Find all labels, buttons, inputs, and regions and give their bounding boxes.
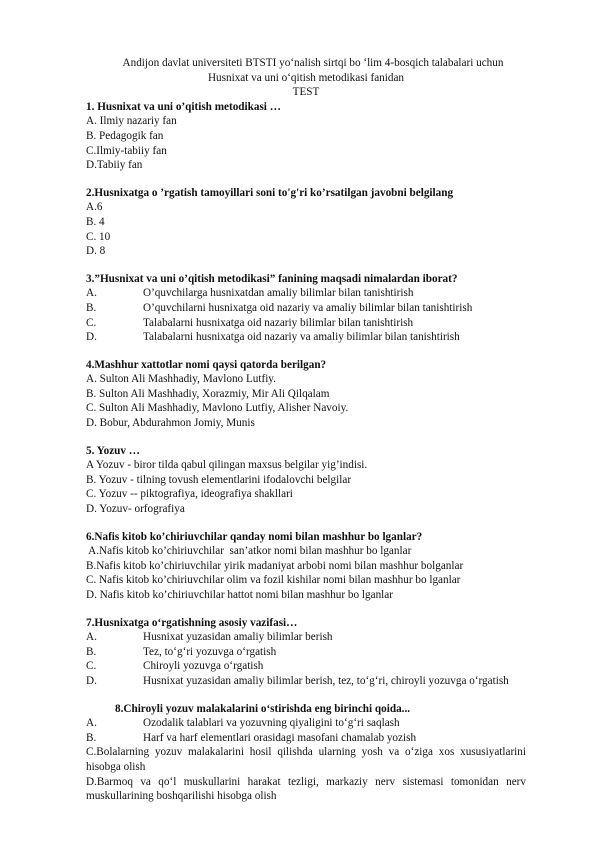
question-1-title: 1. Husnixat va uni o’qitish metodikasi …	[86, 100, 281, 113]
question-4	[86, 358, 526, 431]
question-2-option-b: B. 4	[86, 215, 105, 228]
option-text: Harf va harf elementlari orasidagi masofani chamalab yozish	[143, 731, 417, 744]
option-key: C.	[86, 660, 97, 673]
option-key: D.	[86, 331, 97, 344]
option-text: O’quvchilarni husnixatga oid nazariy va amaliy bilimlar bilan tanishtirish	[143, 301, 473, 314]
option-key: A.	[86, 717, 97, 730]
question-7-title: 7.Husnixatga o‘rgatishning asosiy vazifasi…	[86, 616, 298, 629]
option-text: Husnixat yuzasidan amaliy bilimlar berish, tez, to‘g‘ri, chiroyli yozuvga o‘rgatish	[143, 674, 509, 687]
question-5	[86, 444, 526, 517]
option-text: Talabalarni husnixatga oid nazariy bilimlar bilan tanishtirish	[143, 316, 414, 329]
question-5-option-c: C. Yozuv -- piktografiya, ideografiya shakllari	[86, 488, 293, 501]
option-key: B.	[86, 731, 97, 744]
question-8-option-b	[86, 731, 526, 746]
option-text: Talabalarni husnixatga oid nazariy va amaliy bilimlar bilan tanishtirish	[143, 331, 460, 344]
question-6-option-c: C. Nafis kitob ko’chiriuvchilar olim va fozil kishilar nomi bilan mashhur bo lganlar	[86, 574, 461, 587]
test-document	[86, 56, 526, 804]
option-key: B.	[86, 645, 97, 658]
question-2-option-a: A.6	[86, 201, 103, 214]
question-8-option-c: C.Bolalarning yozuv malakalarini hosil qilishda ularning yosh va o‘ziga xos xususiyatlarini hisobga olish	[86, 746, 526, 773]
header-subject-line: Husnixat va uni o‘qitish metodikasi fanidan	[207, 71, 405, 84]
question-8	[86, 702, 526, 804]
document-header	[86, 56, 526, 100]
question-1-option-a: A. Ilmiy nazariy fan	[86, 115, 177, 128]
question-3	[86, 272, 526, 345]
question-1-option-d: D.Tabiiy fan	[86, 159, 143, 172]
question-1-option-b: B. Pedagogik fan	[86, 129, 164, 142]
question-5-option-d: D. Yozuv- orfografiya	[86, 503, 185, 516]
option-key: D.	[86, 674, 97, 687]
question-7-option-d	[86, 674, 526, 689]
option-text: Tez, to‘g‘ri yozuvga o‘rgatish	[143, 645, 277, 658]
question-4-option-a: A. Sulton Ali Mashhadiy, Mavlono Lutfiy.	[86, 373, 276, 386]
question-7-option-c	[86, 659, 526, 674]
question-3-option-c	[86, 316, 526, 331]
option-text: Ozodalik talablari va yozuvning qiyaligini to‘g‘ri saqlash	[143, 717, 400, 730]
question-1-option-c: C.Ilmiy-tabiiy fan	[86, 144, 167, 157]
question-7	[86, 616, 526, 689]
question-8-title: 8.Chiroyli yozuv malakalarini o‘stirishda eng birinchi qoida...	[115, 702, 411, 715]
question-4-option-d: D. Bobur, Abdurahmon Jomiy, Munis	[86, 417, 255, 430]
question-6-option-d: D. Nafis kitob ko’chiriuvchilar hattot nomi bilan mashhur bo lganlar	[86, 589, 393, 601]
question-2-title: 2.Husnixatga o ’rgatish tamoyillari soni to'g'ri ko’rsatilgan javobni belgilang	[86, 186, 454, 199]
question-6-option-a: A.Nafis kitob ko’chiriuvchilar san’atkor nomi bilan mashhur bo lganlar	[86, 545, 412, 558]
question-3-option-a	[86, 286, 526, 301]
option-key: B.	[86, 301, 97, 314]
question-4-option-c: C. Sulton Ali Mashhadiy, Mavlono Lutfiy, Alisher Navoiy.	[86, 402, 349, 415]
question-5-option-b: B. Yozuv - tilning tovush elementlarini ifodalovchi belgilar	[86, 473, 352, 486]
question-4-option-b: B. Sulton Ali Mashhadiy, Xorazmiy, Mir Ali Qilqalam	[86, 387, 330, 400]
question-5-title: 5. Yozuv …	[86, 444, 140, 457]
header-test-label: TEST	[292, 86, 320, 99]
question-6-option-b: B.Nafis kitob ko’chiriuvchilar yirik madaniyat arbobi nomi bilan mashhur bolganlar	[86, 559, 464, 572]
question-2-option-c: C. 10	[86, 230, 111, 243]
header-university-line: Andijon davlat universiteti BTSTI yo‘nalish sirtqi bo ‘lim 4-bosqich talabalari uchun	[122, 57, 504, 69]
option-text: Husnixat yuzasidan amaliy bilimlar berish	[143, 631, 333, 644]
question-7-option-b	[86, 645, 526, 660]
question-3-option-b	[86, 301, 526, 316]
question-3-option-d	[86, 330, 526, 345]
question-3-title: 3.”Husnixat va uni o’qitish metodikasi” fanining maqsadi nimalardan iborat?	[86, 272, 458, 285]
option-key: A.	[86, 631, 97, 644]
question-8-option-a	[86, 716, 526, 731]
question-8-option-d: D.Barmoq va qo‘l muskullarini harakat tezligi, markaziy nerv sistemasi tomonidan nerv muskullarining boshqarilishi hisobga olish	[86, 775, 526, 803]
question-5-option-a: A Yozuv - biror tilda qabul qilingan maxsus belgilar yig’indisi.	[86, 459, 368, 472]
question-4-title: 4.Mashhur xattotlar nomi qaysi qatorda berilgan?	[86, 358, 327, 371]
option-key: A.	[86, 287, 97, 300]
option-text: Chiroyli yozuvga o‘rgatish	[143, 660, 264, 673]
question-1	[86, 100, 526, 173]
question-7-option-a	[86, 630, 526, 645]
question-6	[86, 530, 526, 603]
question-6-title: 6.Nafis kitob ko’chiriuvchilar qanday nomi bilan mashhur bo lganlar?	[86, 530, 423, 543]
question-2-option-d: D. 8	[86, 245, 106, 258]
question-2	[86, 186, 526, 259]
option-text: O’quvchilarga husnixatdan amaliy bilimlar bilan tanishtirish	[143, 287, 414, 300]
option-key: C.	[86, 316, 97, 329]
